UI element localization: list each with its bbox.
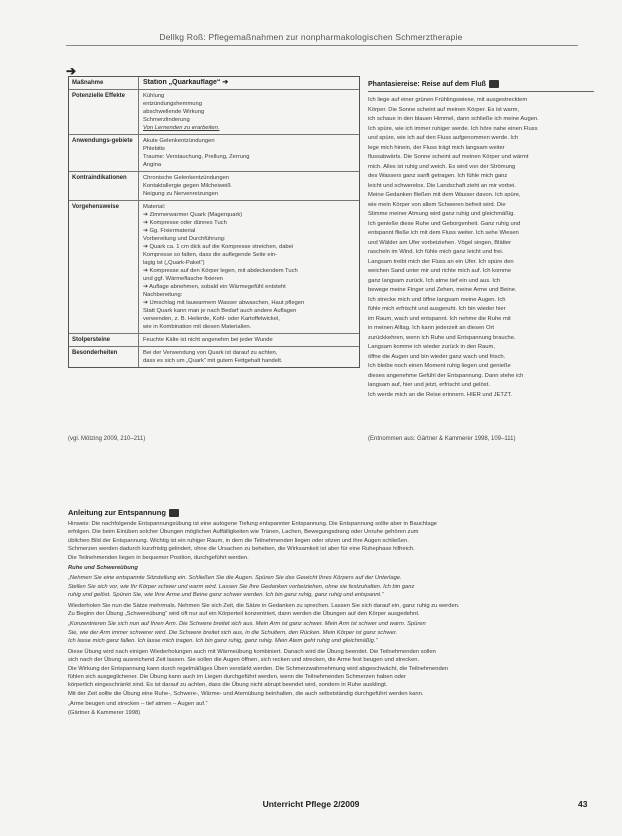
paragraph-line: erfolgen. Die beim Einüben solcher Übungen möglichen Auffälligkeiten wie Tränen, Lachen, Bewegungsdrang oder Unruhe gehören zum [68,529,419,536]
row-text-line: ➔ Quark ca. 1 cm dick auf die Kompresse streichen, dabei [143,244,294,250]
journey-text-line: im Raum, wach und entspannt. Ich nehme die Ruhe mit [368,315,511,322]
table-row [69,200,359,333]
phantasy-journey-box [368,80,594,400]
paragraph [68,700,594,717]
material-icon [489,80,499,88]
paragraph [68,520,594,562]
paragraph-line: fühlen sich ausgeglichener. Die Übung kann auch im Liegen durchgeführt werden, wenn die Teilnehmenden Schmerzen haben oder [68,673,406,680]
row-label: Besonderheiten [69,347,139,367]
journey-text-line: Langsam komme ich wieder zurück in den Raum, [368,344,495,350]
journey-text-line: Körper. Die Sonne scheint auf meinen Körper. Es ist warm, [368,106,520,113]
row-text-line: Schmerzlinderung [143,117,190,123]
paragraph-line: Stellen Sie sich vor, wie Ihr Körper schwer und warm wird. Lassen Sie Ihre Gedanken vorbeiziehen, ohne sie festzuhalten. Ich bin ganz [68,583,415,590]
row-text-line: Station „Quarkauflage“ ➔ [143,79,229,86]
journey-text-line: rascheln im Wind. Ich fühle mich ganz leicht und frei. [368,249,504,255]
row-text-line: Traume: Verstauchung, Prellung, Zerrung [143,154,250,160]
row-label: Kontraindikationen [69,172,139,200]
relaxation-instructions [68,520,594,719]
paragraph-line: üblichen Bild der Entspannung. Wichtig ist ein ruhiger Raum, in dem die Teilnehmenden liegen oder sitzen und ihre Augen schließen. [68,537,409,544]
row-label: Anwendungs-gebiete [69,135,139,171]
table-row [69,134,359,171]
running-header: Dellkg Roß: Pflegemaßnahmen zur nonpharmakologischen Schmerztherapie [159,32,463,42]
row-text-line: ➔ Auflage abnehmen, sobald ein Wärmegefühl entsteht [143,284,286,290]
material-icon [169,509,179,517]
journey-text-line: Ich spüre, wie ich immer ruhiger werde. Ich höre nahe einen Fluss [368,125,538,132]
journey-text-line: bewege meine Finger und Zehen, meine Arme und Beine. [368,287,517,293]
row-content [139,347,359,367]
journey-text-line: Meine Gedanken fließen mit dem Wasser davon. Ich spüre, [368,192,521,198]
row-text-line: Angina [143,162,162,168]
paragraph [68,602,594,619]
row-text-line: ➔ Kompresse auf den Körper legen, mit abdeckendem Tuch [143,268,298,274]
corner-arrow-icon: ➔ [66,64,77,78]
row-text-line: Kühlung [143,93,165,99]
paragraph-line: „Nehmen Sie eine entspannte Sitzstellung ein. Schließen Sie die Augen. Spüren Sie das Gewicht Ihres Körpers auf der Unterlage. [68,575,402,582]
table-row [69,333,359,346]
phantasy-journey-title: Phantasiereise: Reise auf dem Fluß [368,80,594,92]
measure-table [68,76,360,368]
row-text-line: verwenden, z. B. Heilerde, Kohl- oder Kartoffelwickel, [143,316,280,322]
journey-text-line: langsam auf, hier und jetzt, erfrischt und gelöst. [368,382,490,388]
journey-text-line: in meinen Alltag. Ich kann jederzeit an diesen Ort [368,325,494,331]
phantasy-journey-source: (Entnommen aus: Gärtner & Kammerer 1998, 109–111) [368,436,516,442]
paragraph-line: Ich lasse mich ganz fallen. Ich lasse mich tragen. Ich bin ganz ruhig, ganz ruhig. Mein Atem geht ruhig und gleichmäßig.“ [68,638,378,645]
row-label: Stolpersteine [69,334,139,346]
journey-text-line: Stimme meiner Atmung wird ganz ruhig und gleichmäßig. [368,211,515,217]
journey-text-line: Ich genieße diese Ruhe und Geborgenheit. Ganz ruhig und [368,220,521,227]
paragraph-line: „Konzentrieren Sie sich nun auf Ihren Arm. Die Schwere breitet sich aus. Mein Arm ist ganz schwer. Mein Arm ist schwer und warm. Spüren [68,621,426,628]
row-text-line: und ggf. Wärmeflasche fixieren [143,276,223,282]
row-text-line: ➔ Kompresse oder dünnes Tuch [143,220,227,226]
row-text-line: ➔ Zimmerwarmer Quark (Magerquark) [143,212,243,218]
row-text-line: ➔ Gg. Fixiermaterial [143,228,196,234]
row-text-line: Von Lernenden zu erarbeiten. [143,125,220,131]
paragraph-line: sich nach der Übung ausreichend Zeit lassen. Sie sollen die Augen öffnen, sich recken und strecken, die Arme fest beugen und strecken. [68,657,420,664]
journey-text-line: des Wassers ganz sanft getragen. Ich fühle mich ganz [368,173,508,179]
paragraph [68,564,594,572]
paragraph-line: Mit der Zeit sollte die Übung eine Ruhe-, Schwere-, Wärme- und Atemübung beinhalten, die auch selbstständig durchgeführt werden kann. [68,690,424,697]
paragraph-line: ruhig und gelöst. Spüren Sie, wie Ihre Arme und Beine ganz schwer werden. Ich bin ganz ruhig, ganz ruhig und entspannt.“ [68,592,384,599]
journey-text-line: zurückkehren, wenn ich Ruhe und Entspannung brauche. [368,334,516,341]
journey-text-line: wie mein Körper von allem Schweren befreit wird. Die [368,201,506,208]
paragraph-line: Sie, wie der Arm immer schwerer wird. Die Schwere breitet sich aus, in die Schultern, den Rücken. Mein Körper ist ganz schwer. [68,629,398,636]
row-text-line: dass es sich um „Quark“ mit gutem Fettgehalt handelt. [143,358,283,364]
journey-text-line: öffne die Augen und bin wieder ganz wach und frisch. [368,353,506,360]
header-rule [66,45,578,46]
table-row [69,89,359,134]
journey-text-line: fühle mich erfrischt und ausgeruht. Ich bin wieder hier [368,306,506,312]
journey-text-line: Ich bleibe noch einen Moment ruhig liegen und genieße [368,363,511,369]
row-text-line: Kontaktallergie gegen Milcheiweiß [143,183,231,189]
journey-text-line: lege mich hinein, der Fluss trägt mich langsam weiter [368,144,505,151]
row-content [139,172,359,200]
journey-text-line: weichen Sand unter mir und richte mich auf. Ich komme [368,268,512,274]
row-label: Maßnahme [69,77,139,89]
journey-text-line: Ich strecke mich und öffne langsam meine Augen. Ich [368,296,506,303]
page-number: 43 [578,799,588,809]
row-content [139,135,359,171]
row-label: Vorgehensweise [69,201,139,333]
paragraph-line: Ruhe und Schwereübung [68,565,138,572]
journey-text-line: ich schaue in den blauen Himmel, dann schließe ich meine Augen. [368,116,539,122]
row-text-line: Bei der Verwendung von Quark ist darauf zu achten, [143,350,278,356]
row-content [139,77,359,89]
section-title: Anleitung zur Entspannung [68,508,179,517]
row-text-line: abschwellende Wirkung [143,109,205,115]
row-text-line: Chronische Gelenkentzündungen [143,175,230,181]
phantasy-journey-text [368,96,594,400]
paragraph-line: Die Wirkung der Entspannung kann durch regelmäßiges Üben verstärkt werden. Die Schmerzwahrnehmung wird abgeschwächt, die Teilnehmenden [68,665,449,672]
table-source: (vgl. Mötzing 2009, 210–211) [68,436,146,442]
paragraph [68,620,594,645]
table-row [69,346,359,367]
journal-footer: Unterricht Pflege 2/2009 [262,799,360,809]
paragraph-line: (Gärtner & Kammerer 1998) [68,709,141,716]
journey-text-line: leicht und schwerelos. Die Landschaft zieht an mir vorbei. [368,182,516,189]
row-text-line: ➔ Umschlag mit lauwarmem Wasser abwaschen, Haut pflegen [143,300,305,306]
row-text-line: Statt Quark kann man je nach Bedarf auch andere Auflagen [143,308,297,314]
journey-text-line: dieses angenehme Gefühl der Entspannung. Dann stehe ich [368,372,524,379]
row-text-line: Material: [143,204,166,210]
journey-text-line: Ich liege auf einer grünen Frühlingswiese, mit ausgestrecktem [368,97,528,103]
row-text-line: Feuchte Kälte ist nicht angenehm bei jeder Wunde [143,337,273,343]
table-row [69,77,359,89]
row-text-line: Phlebitis [143,146,165,152]
paragraph-line: „Arme beugen und strecken – tief atmen – Augen auf.“ [68,701,208,708]
paragraph [68,574,594,599]
paragraph-line: Schmerzen werden dadurch kurzfristig gelindert, ohne die Ursachen zu beheben, die Wirksamkeit ist aber für eine Ruhephase hilfreich. [68,546,415,553]
paragraph [68,648,594,698]
row-content [139,334,359,346]
paragraph-line: Die Teilnehmenden liegen in bequemer Position, durchgeführt werden. [68,554,249,561]
row-text-line: Nachbereitung: [143,292,183,298]
row-text-line: lagig ist („Quark-Paket“) [143,260,205,266]
journey-text-line: und spüre, wie ich auf den Fluss aufgenommen werde. Ich [368,135,519,141]
paragraph-line: Wiederholen Sie nun die Sätze mehrmals. Nehmen Sie sich Zeit, die Sätze in Gedanken zu sprechen. Lassen Sie sich darauf ein, ganz ruhig zu werden. [68,602,460,609]
journey-text-line: Ich werde mich an die Reise erinnern. HIER und JETZT. [368,391,513,398]
row-text-line: Kompresse so falten, dass die auflegende Seite ein- [143,252,278,258]
journey-text-line: entspannt fließe ich mit dem Fluss weiter. Ich sehe Wiesen [368,230,519,236]
paragraph-line: körperlich eingeschränkt sind. Es ist darauf zu achten, dass die Übung nicht abrupt beendet wird, sondern in Ruhe ausklingt. [68,682,388,689]
paragraph-line: Diese Übung wird nach einigen Wiederholungen auch mit Wärmeübung kombiniert. Danach wird die Übung beendet. Die Teilnehmenden sollen [68,648,436,655]
row-label: Potenzielle Effekte [69,90,139,134]
row-text-line: Akute Gelenkentzündungen [143,138,215,144]
journey-text-line: Langsam treibt mich der Fluss an ein Ufer. Ich spüre den [368,258,514,265]
table-row [69,171,359,200]
row-content [139,90,359,134]
journey-text-line: flussabwärts. Die Sonne scheint auf meinen Körper und wärmt [368,154,529,160]
row-text-line: wie in Kombination mit diesen Materialien. [143,324,252,330]
row-text-line: entzündungshemmung [143,101,202,107]
row-text-line: Neigung zu Nervenreizungen [143,191,219,197]
paragraph-line: Hinweis: Die nachfolgende Entspannungsübung ist eine autogene Tiefung entspannter Entspannung. Die Entspannung sollte aber in Bauchlage [68,521,438,527]
journey-text-line: mich. Alles ist ruhig und weich. Es wird von der Strömung [368,163,516,170]
row-text-line: Vorbereitung und Durchführung: [143,236,226,242]
row-content [139,201,359,333]
journey-text-line: ganz langsam zurück. Ich atme tief ein und aus. Ich [368,277,501,284]
paragraph-line: Zu Beginn der Übung „Schwereübung“ wird oft nur auf ein Körperteil konzentriert, dann werden die Übungen auf den Körper ausgedehnt. [68,611,420,618]
journey-text-line: und Wälder am Ufer vorbeiziehen. Vögel singen, Blätter [368,239,512,246]
